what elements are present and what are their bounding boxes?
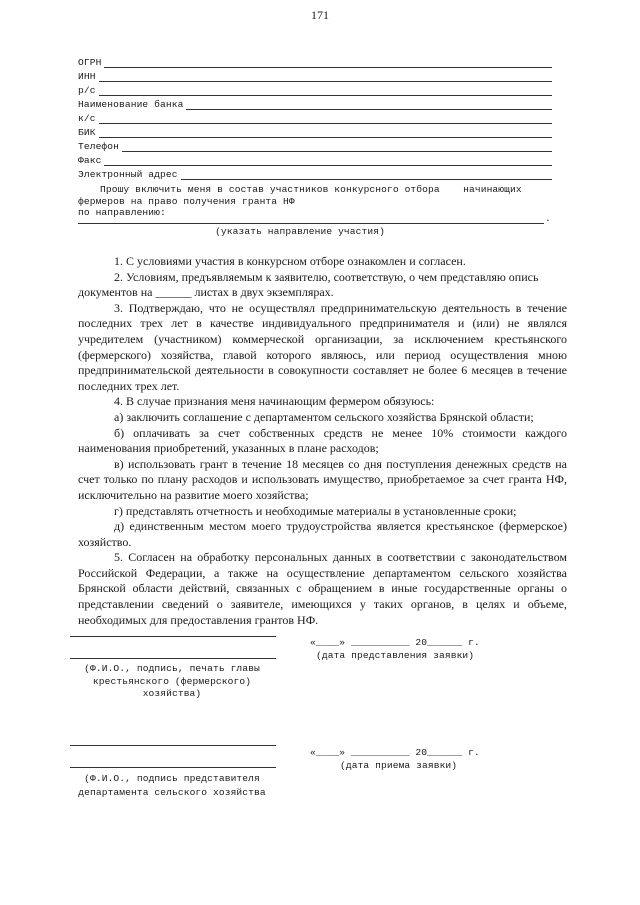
request-line-3: по направлению: (78, 207, 166, 218)
field-email[interactable] (78, 168, 552, 180)
field-phone[interactable] (78, 140, 552, 152)
field-line (104, 156, 552, 166)
field-line (99, 114, 552, 124)
request-line-2: фермеров на право получения гранта НФ (78, 196, 295, 207)
request-line-1: Прошу включить меня в состав участников конкурсного отбора начинающих (100, 184, 522, 195)
paragraph-4: 4. В случае признания меня начинающим фермером обязуюсь: (114, 394, 435, 409)
signature-caption-official (56, 772, 288, 800)
signature-caption-applicant (56, 663, 288, 701)
field-fax[interactable] (78, 154, 552, 166)
field-corr-account[interactable] (78, 112, 552, 124)
paragraph-2a: 2. Условиям, предъявляемым к заявителю, соответствую, о чем представляю опись (114, 269, 539, 284)
signature-line-applicant-2[interactable] (70, 658, 276, 659)
caption-line: (Ф.И.О., подпись, печать главы (84, 663, 260, 674)
submission-date-caption: (дата представления заявки) (316, 650, 475, 661)
field-line (99, 86, 552, 96)
paragraph-5: 5. Согласен на обработку персональных данных в соответствии с законодательством Российской Федерации, а также на осуществление департаментом сельского хозяйства Брянской области действий, связанных с обращением в иные государственные органы о представлении сведений о заявителе, имеющихся у таких органов, в целях и объеме, необходимых для предоставления грантов НФ. (78, 550, 567, 627)
field-account[interactable] (78, 84, 552, 96)
statement-body (78, 254, 567, 628)
signature-line-applicant-1[interactable] (70, 636, 276, 637)
signature-line-official-2[interactable] (70, 767, 276, 768)
direction-input-line[interactable] (78, 223, 544, 224)
field-line (122, 142, 552, 152)
field-label: Факс (78, 155, 102, 166)
paragraph-4e: д) единственным местом моего трудоустройства является крестьянское (фермерское) хозяйство. (78, 519, 567, 549)
paragraph-1: 1. С условиями участия в конкурсном отборе ознакомлен и согласен. (114, 254, 466, 268)
paragraph-4b: б) оплачивать за счет собственных средств не менее 10% стоимости каждого наименования приобретений, указанных в плане расходов; (78, 425, 567, 456)
caption-line: департамента сельского хозяйства (78, 787, 266, 798)
field-label: Электронный адрес (78, 169, 178, 180)
signature-line-official-1[interactable] (70, 745, 276, 746)
field-bik[interactable] (78, 126, 552, 138)
field-label: ОГРН (78, 57, 102, 68)
field-line (104, 58, 552, 68)
field-line (181, 170, 552, 180)
paragraph-2b: документов на ______ листах в двух экземплярах. (78, 285, 334, 300)
paragraph-4d: г) представлять отчетность и необходимые материалы в установленные сроки; (114, 503, 517, 518)
caption-line: (Ф.И.О., подпись представителя (84, 773, 260, 784)
direction-hint: (указать направление участия) (215, 226, 385, 237)
field-label: БИК (78, 127, 96, 138)
field-line (99, 72, 552, 82)
paragraph-4c: в) использовать грант в течение 18 месяцев со дня поступления денежных средств на счет только по плану расходов и использовать имущество, приобретаемое за счет гранта НФ, исключительно на развитие моего хозяйства; (78, 456, 567, 502)
page-number: 171 (311, 8, 329, 22)
field-label: Телефон (78, 141, 120, 152)
acceptance-date-field[interactable]: «____» __________ 20______ г. (310, 747, 480, 758)
field-label: ИНН (78, 71, 96, 82)
field-inn[interactable] (78, 70, 552, 82)
caption-line: хозяйства) (142, 688, 202, 699)
field-label: Наименование банка (78, 99, 184, 110)
caption-line: крестьянского (фермерского) (92, 675, 252, 687)
field-line (99, 128, 552, 138)
field-bank-name[interactable] (78, 98, 552, 110)
field-label: к/с (78, 113, 96, 124)
field-label: р/с (78, 85, 96, 96)
direction-end-mark: . (545, 213, 551, 224)
submission-date-field[interactable]: «____» __________ 20______ г. (310, 637, 480, 648)
paragraph-3: 3. Подтверждаю, что не осуществлял предпринимательскую деятельность в течение последних трех лет в качестве индивидуального предпринимателя и (или) не являлся учредителем (участником) коммерческой организации, за исключением крестьянского (фермерского) хозяйства, главой которого являюсь, или период осуществления мною предпринимательской деятельности в совокупности составляет не более 6 месяцев в течение последних трех лет. (78, 300, 567, 393)
field-line (186, 100, 552, 110)
paragraph-4a: а) заключить соглашение с департаментом сельского хозяйства Брянской области; (114, 409, 534, 424)
field-ogrn[interactable] (78, 56, 552, 68)
acceptance-date-caption: (дата приема заявки) (340, 760, 458, 771)
